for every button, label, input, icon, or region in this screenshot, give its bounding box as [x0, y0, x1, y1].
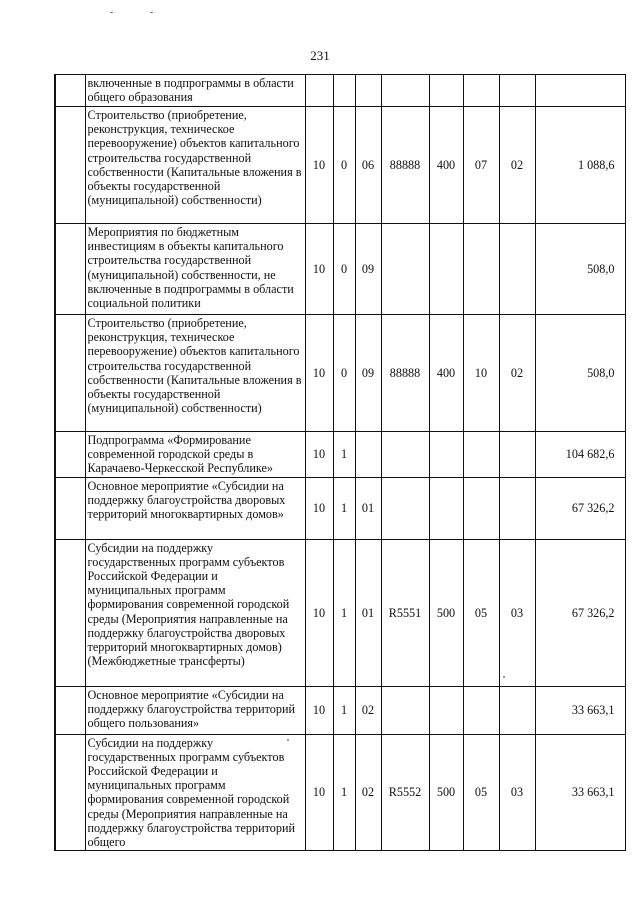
scan-speck — [150, 12, 153, 13]
scan-speck — [110, 12, 113, 13]
row-gutter — [55, 686, 85, 734]
table-row — [55, 477, 625, 539]
row-name: Строительство (приобретение, реконструкция, техническое перевооружение) объектов капитального строительства государственной собственности (Капитальные вложения в объекты государственной (муниципальной) собственности) — [85, 107, 305, 224]
row-name: Субсидии на поддержку государственных программ субъектов Российской Федерации и муниципальных программ формирования современной городской среды (Мероприятия направленные на поддержку благоустройства территорий общего — [85, 734, 305, 851]
cell-gp — [355, 432, 381, 478]
cell-pr: 1 — [333, 734, 355, 851]
row-name: включенные в подпрограммы в области общего образования — [85, 75, 305, 107]
cell-pr: 1 — [333, 686, 355, 734]
cell-vr — [429, 477, 463, 539]
cell-vr — [429, 432, 463, 478]
row-name: Мероприятия по бюджетным инвестициям в объекты капитального строительства государственной (муниципальной) собственности, не включенные в подпрограммы в области социальной политики — [85, 224, 305, 315]
table-row — [55, 539, 625, 686]
cell-amount: 33 663,1 — [535, 686, 625, 734]
cell-vr — [429, 686, 463, 734]
cell-gp: 06 — [355, 107, 381, 224]
row-gutter — [55, 539, 85, 686]
cell-gp: 01 — [355, 477, 381, 539]
scan-speck — [287, 739, 289, 741]
cell-cs — [381, 686, 429, 734]
cell-vr: 400 — [429, 107, 463, 224]
table-row — [55, 734, 625, 851]
row-gutter — [55, 477, 85, 539]
row-name: Строительство (приобретение, реконструкция, техническое перевооружение) объектов капитального строительства государственной собственности (Капитальные вложения в объекты государственной (муниципальной) собственности) — [85, 315, 305, 432]
cell-c2: 02 — [499, 107, 535, 224]
cell-cs — [381, 432, 429, 478]
cell-c1 — [463, 477, 499, 539]
cell-vr: 500 — [429, 539, 463, 686]
cell-rz: 10 — [305, 539, 333, 686]
cell-amount: 508,0 — [535, 315, 625, 432]
table-row — [55, 75, 625, 107]
cell-vr — [429, 75, 463, 107]
cell-vr: 400 — [429, 315, 463, 432]
cell-c2 — [499, 432, 535, 478]
row-gutter — [55, 75, 85, 107]
cell-c1 — [463, 432, 499, 478]
cell-pr: 0 — [333, 224, 355, 315]
cell-gp — [355, 75, 381, 107]
budget-table — [54, 74, 626, 851]
cell-amount: 1 088,6 — [535, 107, 625, 224]
cell-amount — [535, 75, 625, 107]
cell-pr: 1 — [333, 432, 355, 478]
cell-c2 — [499, 75, 535, 107]
cell-rz — [305, 75, 333, 107]
cell-cs: 88888 — [381, 315, 429, 432]
row-gutter — [55, 315, 85, 432]
cell-amount: 67 326,2 — [535, 539, 625, 686]
cell-gp: 09 — [355, 315, 381, 432]
table-row — [55, 107, 625, 224]
cell-c2: 03 — [499, 539, 535, 686]
cell-c2: 03 — [499, 734, 535, 851]
row-name: Основное мероприятие «Субсидии на поддержку благоустройства дворовых территорий многоквартирных домов» — [85, 477, 305, 539]
table-row — [55, 686, 625, 734]
cell-c1: 05 — [463, 539, 499, 686]
cell-pr — [333, 75, 355, 107]
cell-rz: 10 — [305, 432, 333, 478]
cell-amount: 67 326,2 — [535, 477, 625, 539]
cell-c1: 10 — [463, 315, 499, 432]
cell-c1 — [463, 686, 499, 734]
table-row — [55, 432, 625, 478]
cell-cs: R5552 — [381, 734, 429, 851]
row-gutter — [55, 224, 85, 315]
row-name: Субсидии на поддержку государственных программ субъектов Российской Федерации и муниципальных программ формирования современной городской среды (Мероприятия направленные на поддержку благоустройства дворовых территорий многоквартирных домов) (Межбюджетные трансферты) — [85, 539, 305, 686]
cell-rz: 10 — [305, 224, 333, 315]
cell-c2: 02 — [499, 315, 535, 432]
cell-amount: 33 663,1 — [535, 734, 625, 851]
cell-cs: 88888 — [381, 107, 429, 224]
row-gutter — [55, 432, 85, 478]
scan-speck — [503, 676, 505, 678]
cell-gp: 02 — [355, 686, 381, 734]
cell-pr: 1 — [333, 477, 355, 539]
page-number: 231 — [310, 48, 330, 63]
cell-vr — [429, 224, 463, 315]
row-name: Подпрограмма «Формирование современной городской среды в Карачаево-Черкесской Республике» — [85, 432, 305, 478]
row-gutter — [55, 734, 85, 851]
cell-c1 — [463, 224, 499, 315]
cell-vr: 500 — [429, 734, 463, 851]
cell-amount: 508,0 — [535, 224, 625, 315]
cell-c2 — [499, 224, 535, 315]
cell-pr: 1 — [333, 539, 355, 686]
cell-cs — [381, 477, 429, 539]
row-name: Основное мероприятие «Субсидии на поддержку благоустройства территорий общего пользования» — [85, 686, 305, 734]
cell-c1: 05 — [463, 734, 499, 851]
cell-c2 — [499, 686, 535, 734]
cell-c1 — [463, 75, 499, 107]
table-row — [55, 315, 625, 432]
cell-rz: 10 — [305, 315, 333, 432]
cell-rz: 10 — [305, 734, 333, 851]
cell-gp: 02 — [355, 734, 381, 851]
cell-c1: 07 — [463, 107, 499, 224]
cell-pr: 0 — [333, 107, 355, 224]
cell-amount: 104 682,6 — [535, 432, 625, 478]
table-row — [55, 224, 625, 315]
row-gutter — [55, 107, 85, 224]
cell-gp: 09 — [355, 224, 381, 315]
cell-rz: 10 — [305, 477, 333, 539]
cell-cs — [381, 224, 429, 315]
cell-gp: 01 — [355, 539, 381, 686]
cell-rz: 10 — [305, 686, 333, 734]
cell-cs: R5551 — [381, 539, 429, 686]
cell-cs — [381, 75, 429, 107]
cell-rz: 10 — [305, 107, 333, 224]
cell-pr: 0 — [333, 315, 355, 432]
cell-c2 — [499, 477, 535, 539]
